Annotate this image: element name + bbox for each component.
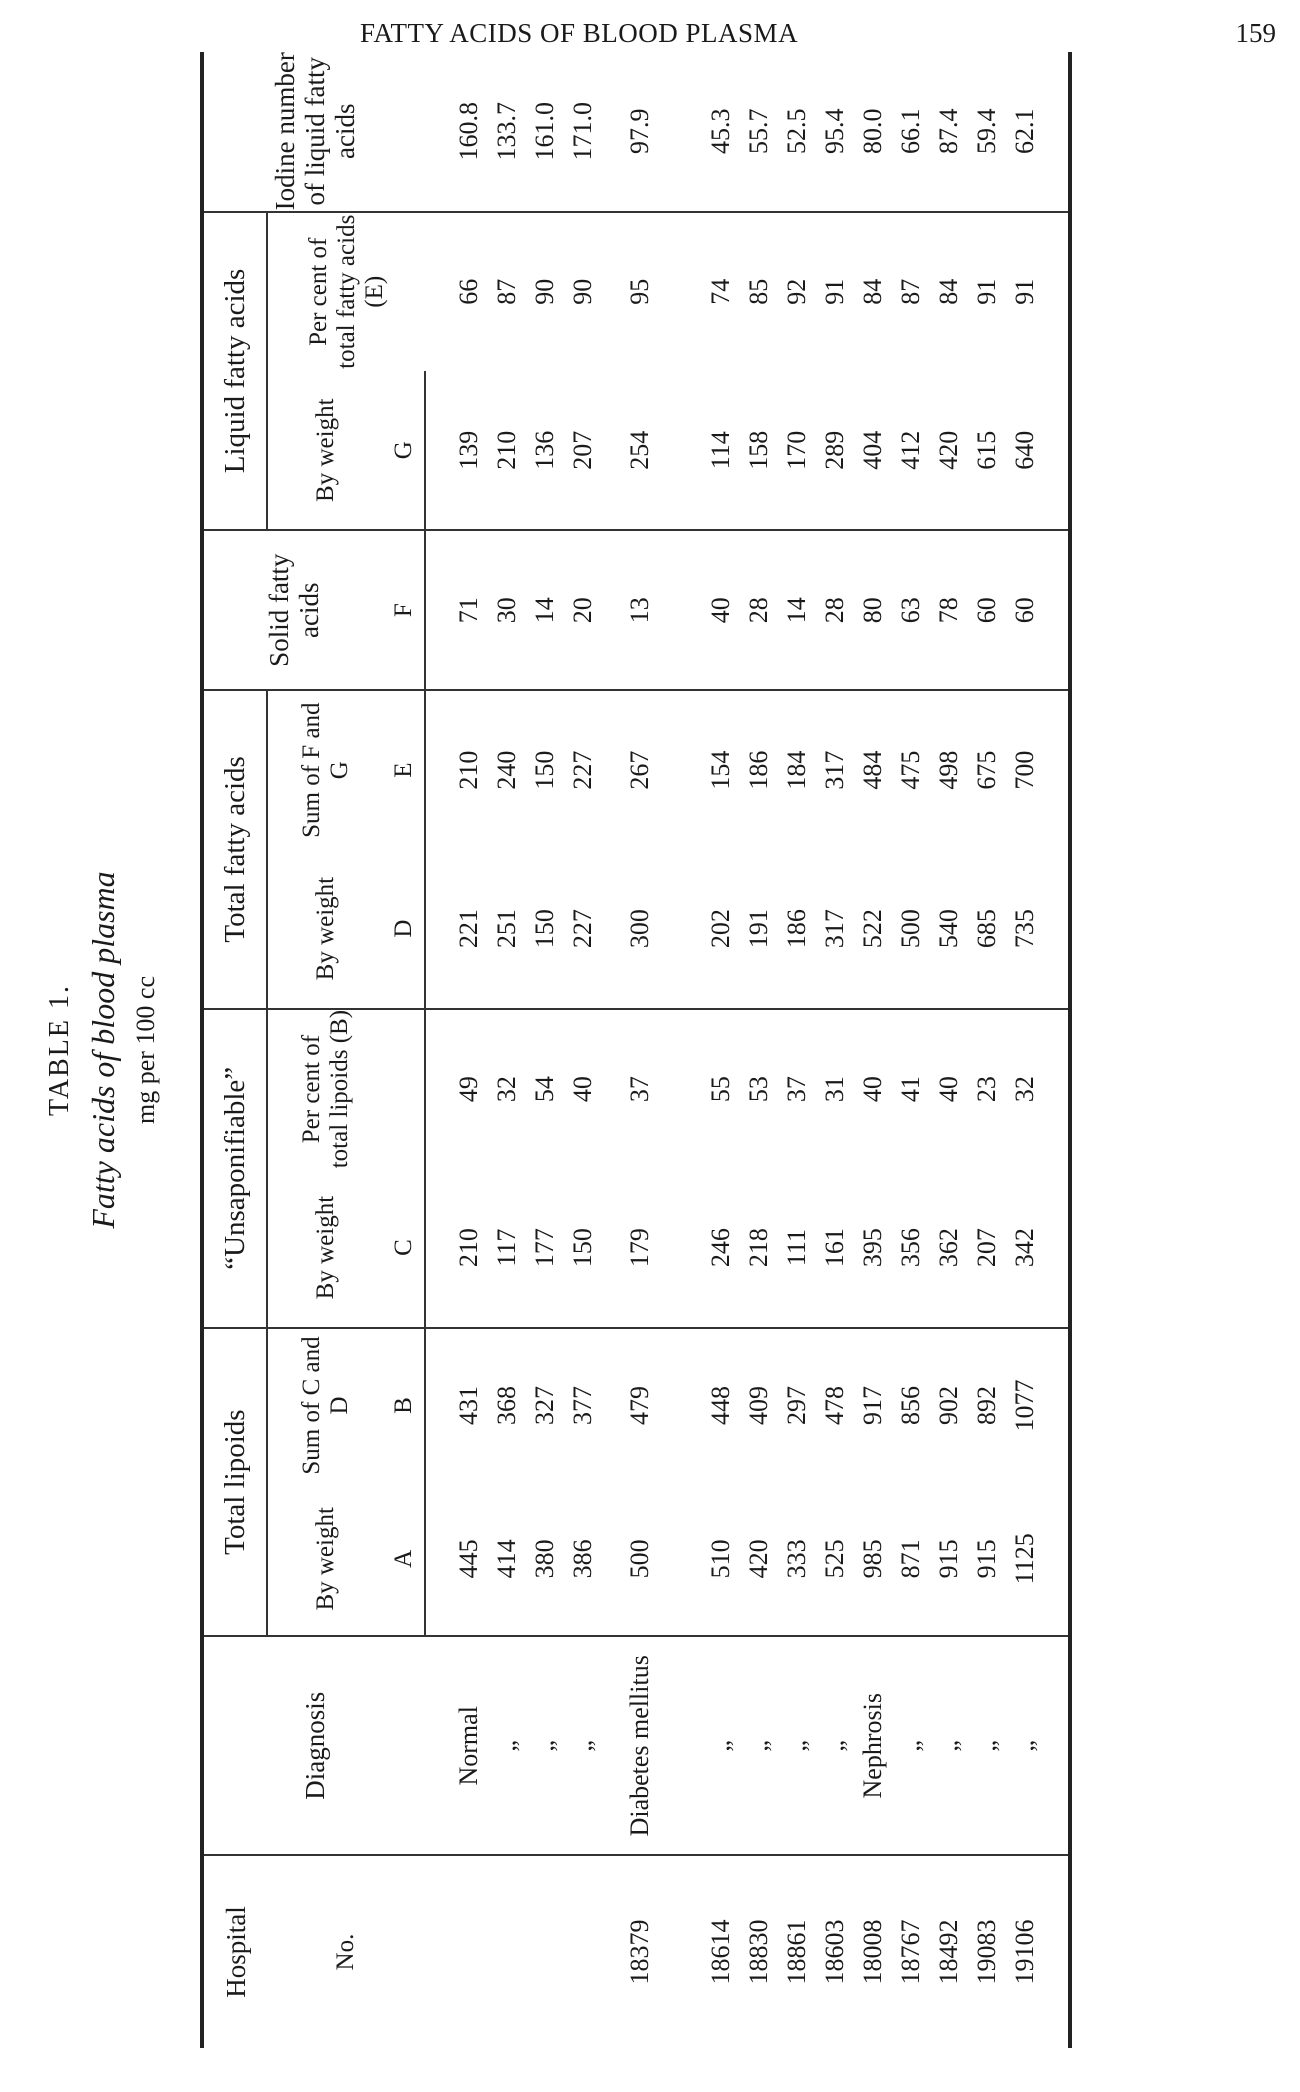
cell-d: 186 bbox=[778, 849, 816, 1008]
cell-g: 615 bbox=[968, 371, 1006, 530]
cell-f: 30 bbox=[488, 530, 526, 689]
cell-g-pct: 92 bbox=[782, 278, 811, 305]
cell-diagnosis: „ bbox=[816, 1636, 854, 1855]
cell-g: 136 bbox=[526, 371, 564, 530]
cell-a: 915 bbox=[930, 1482, 968, 1636]
cell-f: 20 bbox=[564, 530, 602, 689]
cell-a: 525 bbox=[816, 1482, 854, 1636]
cell-d: 685 bbox=[968, 849, 1006, 1008]
letter-f: F bbox=[384, 530, 425, 689]
cell-d: 522 bbox=[854, 849, 892, 1008]
cell-iodine: 66.1 bbox=[892, 52, 930, 212]
cell-c: 207 bbox=[968, 1168, 1006, 1327]
spacer-row bbox=[678, 52, 702, 2048]
spacer-row bbox=[425, 52, 450, 2048]
cell-f: 40 bbox=[702, 530, 740, 689]
cell-f: 13 bbox=[602, 530, 678, 689]
cell-e: 700 bbox=[1010, 750, 1039, 790]
table-row bbox=[816, 52, 854, 2048]
total-fatty-acids-header: Total fatty acids bbox=[202, 690, 267, 1009]
cell-g-pct: 95 bbox=[625, 278, 654, 305]
cell-diagnosis: „ bbox=[930, 1636, 968, 1855]
cell-c-pct: 53 bbox=[744, 1076, 773, 1103]
cell-no: 18603 bbox=[820, 1919, 849, 1985]
cell-b: 892 bbox=[972, 1385, 1001, 1425]
cell-e: 675 bbox=[972, 750, 1001, 790]
cell-c: 342 bbox=[1006, 1168, 1044, 1327]
unsaponifiable-header: “Unsaponifiable” bbox=[202, 1009, 267, 1328]
cell-diagnosis: Normal bbox=[450, 1636, 488, 1855]
table-title: Fatty acids of blood plasma bbox=[85, 871, 121, 1229]
cell-d: 540 bbox=[930, 849, 968, 1008]
cell-f: 28 bbox=[740, 530, 778, 689]
cell-c: 246 bbox=[702, 1168, 740, 1327]
cell-e: 240 bbox=[492, 750, 521, 790]
cell-g-pct: 90 bbox=[530, 278, 559, 305]
cell-iodine: 171.0 bbox=[564, 52, 602, 212]
cell-c-pct: 55 bbox=[706, 1076, 735, 1103]
cell-no bbox=[526, 1855, 564, 2048]
cell-g-pct: 90 bbox=[568, 278, 597, 305]
cell-a: 414 bbox=[488, 1482, 526, 1636]
letter-g: G bbox=[384, 371, 425, 530]
cell-c: 111 bbox=[778, 1168, 816, 1327]
cell-e: 498 bbox=[934, 750, 963, 790]
total-lipoids-header: Total lipoids bbox=[202, 1328, 267, 1637]
cell-f: 71 bbox=[450, 530, 488, 689]
cell-d: 227 bbox=[564, 849, 602, 1008]
cell-g-pct: 66 bbox=[454, 278, 483, 305]
cell-e: 475 bbox=[896, 750, 925, 790]
cell-e: 210 bbox=[454, 750, 483, 790]
solid-fatty-acids-header: Solid fatty acids bbox=[202, 530, 384, 689]
cell-iodine: 95.4 bbox=[816, 52, 854, 212]
cell-c: 150 bbox=[564, 1168, 602, 1327]
cell-no: 19083 bbox=[972, 1919, 1001, 1985]
table-row bbox=[602, 52, 678, 2048]
table-label: TABLE 1. bbox=[44, 984, 75, 1116]
cell-e: 154 bbox=[706, 750, 735, 790]
cell-no: 18614 bbox=[706, 1919, 735, 1985]
cell-e: 184 bbox=[782, 750, 811, 790]
cell-a: 445 bbox=[450, 1482, 488, 1636]
table-row bbox=[1006, 52, 1044, 2048]
cell-a: 985 bbox=[854, 1482, 892, 1636]
cell-b: 409 bbox=[744, 1385, 773, 1425]
cell-b: 448 bbox=[706, 1385, 735, 1425]
diagnosis-header: Diagnosis bbox=[202, 1636, 425, 1855]
cell-iodine: 59.4 bbox=[968, 52, 1006, 212]
cell-b: 917 bbox=[858, 1385, 887, 1425]
running-title: FATTY ACIDS OF BLOOD PLASMA bbox=[360, 18, 799, 48]
cell-b: 478 bbox=[820, 1385, 849, 1425]
cell-a: 333 bbox=[778, 1482, 816, 1636]
cell-diagnosis: Nephrosis bbox=[854, 1636, 892, 1855]
cell-f: 80 bbox=[854, 530, 892, 689]
table-caption bbox=[40, 50, 190, 2050]
sum-c-d-header: Sum of C and D bbox=[298, 1336, 353, 1475]
cell-f: 60 bbox=[968, 530, 1006, 689]
table-row bbox=[892, 52, 930, 2048]
letter-c: C bbox=[384, 1168, 425, 1327]
cell-g-pct: 74 bbox=[706, 278, 735, 305]
cell-a: 871 bbox=[892, 1482, 930, 1636]
cell-b: 479 bbox=[625, 1385, 654, 1425]
cell-d: 150 bbox=[526, 849, 564, 1008]
cell-no: 18767 bbox=[896, 1919, 925, 1985]
letter-c-pct-blank bbox=[384, 1009, 425, 1168]
table-row bbox=[968, 52, 1006, 2048]
table-row bbox=[854, 52, 892, 2048]
table-row bbox=[564, 52, 602, 2048]
cell-c-pct: 32 bbox=[492, 1076, 521, 1103]
cell-iodine: 62.1 bbox=[1006, 52, 1044, 212]
cell-e: 186 bbox=[744, 750, 773, 790]
table-units: mg per 100 cc bbox=[131, 976, 160, 1125]
cell-g: 640 bbox=[1006, 371, 1044, 530]
cell-e: 227 bbox=[568, 750, 597, 790]
cell-c-pct: 40 bbox=[568, 1076, 597, 1103]
cell-g: 158 bbox=[740, 371, 778, 530]
cell-diagnosis: „ bbox=[1006, 1636, 1044, 1855]
cell-e: 150 bbox=[530, 750, 559, 790]
cell-g: 420 bbox=[930, 371, 968, 530]
cell-c: 179 bbox=[602, 1168, 678, 1327]
cell-g-pct: 87 bbox=[896, 278, 925, 305]
rotated-table-region bbox=[40, 50, 1180, 2050]
cell-g-pct: 84 bbox=[858, 278, 887, 305]
hospital-header: Hospital bbox=[202, 1855, 267, 2048]
cell-c: 218 bbox=[740, 1168, 778, 1327]
cell-c: 210 bbox=[450, 1168, 488, 1327]
cell-e: 267 bbox=[625, 750, 654, 790]
cell-c-pct: 54 bbox=[530, 1076, 559, 1103]
cell-c: 362 bbox=[930, 1168, 968, 1327]
cell-no: 18008 bbox=[858, 1919, 887, 1985]
cell-g: 254 bbox=[602, 371, 678, 530]
cell-c: 395 bbox=[854, 1168, 892, 1327]
cell-c-pct: 23 bbox=[972, 1076, 1001, 1103]
cell-diagnosis: Diabetes mellitus bbox=[602, 1636, 678, 1855]
cell-no bbox=[564, 1855, 602, 2048]
cell-g: 404 bbox=[854, 371, 892, 530]
cell-f: 28 bbox=[816, 530, 854, 689]
table-row bbox=[930, 52, 968, 2048]
cell-a: 500 bbox=[602, 1482, 678, 1636]
page-number: 159 bbox=[1235, 18, 1276, 48]
cell-b: 297 bbox=[782, 1385, 811, 1425]
cell-no: 19106 bbox=[1010, 1919, 1039, 1985]
cell-g: 170 bbox=[778, 371, 816, 530]
cell-b: 368 bbox=[492, 1385, 521, 1425]
cell-no: 18830 bbox=[744, 1919, 773, 1985]
cell-diagnosis: „ bbox=[740, 1636, 778, 1855]
pct-total-lipoids-header: Per cent of total lipoids (B) bbox=[298, 1009, 353, 1169]
cell-b: 377 bbox=[568, 1385, 597, 1425]
cell-d: 191 bbox=[740, 849, 778, 1008]
tfa-by-weight-header: By weight bbox=[267, 849, 384, 1008]
table-row bbox=[740, 52, 778, 2048]
cell-b: 1077 bbox=[1010, 1379, 1039, 1432]
cell-b: 431 bbox=[454, 1385, 483, 1425]
cell-iodine: 45.3 bbox=[702, 52, 740, 212]
cell-iodine: 55.7 bbox=[740, 52, 778, 212]
cell-a: 915 bbox=[968, 1482, 1006, 1636]
cell-g-pct: 84 bbox=[934, 278, 963, 305]
pct-total-fatty-header: Per cent of total fatty acids (E) bbox=[304, 214, 388, 369]
cell-iodine: 160.8 bbox=[450, 52, 488, 212]
table-row bbox=[450, 52, 488, 2048]
cell-c-pct: 40 bbox=[934, 1076, 963, 1103]
cell-g-pct: 91 bbox=[972, 278, 1001, 305]
spacer-row bbox=[1044, 52, 1070, 2048]
table-row bbox=[702, 52, 740, 2048]
cell-b: 327 bbox=[530, 1385, 559, 1425]
cell-c-pct: 37 bbox=[782, 1076, 811, 1103]
cell-no: 18861 bbox=[782, 1919, 811, 1985]
cell-g: 289 bbox=[816, 371, 854, 530]
lfa-by-weight-header: By weight bbox=[267, 371, 384, 530]
cell-f: 14 bbox=[526, 530, 564, 689]
cell-a: 1125 bbox=[1006, 1482, 1044, 1636]
cell-c: 117 bbox=[488, 1168, 526, 1327]
cell-a: 386 bbox=[564, 1482, 602, 1636]
letter-d: D bbox=[384, 849, 425, 1008]
cell-iodine: 97.9 bbox=[602, 52, 678, 212]
cell-g-pct: 87 bbox=[492, 278, 521, 305]
cell-g: 207 bbox=[564, 371, 602, 530]
iodine-number-header: Iodine number of liquid fatty acids bbox=[202, 52, 425, 212]
cell-g: 412 bbox=[892, 371, 930, 530]
table-row bbox=[488, 52, 526, 2048]
cell-iodine: 161.0 bbox=[526, 52, 564, 212]
cell-g-pct: 85 bbox=[744, 278, 773, 305]
cell-iodine: 133.7 bbox=[488, 52, 526, 212]
unsap-by-weight-header: By weight bbox=[267, 1168, 384, 1327]
cell-no: 18379 bbox=[625, 1919, 654, 1985]
cell-g: 210 bbox=[488, 371, 526, 530]
fatty-acids-table bbox=[200, 52, 1072, 2048]
cell-d: 317 bbox=[816, 849, 854, 1008]
cell-iodine: 80.0 bbox=[854, 52, 892, 212]
cell-c-pct: 37 bbox=[625, 1076, 654, 1103]
cell-d: 202 bbox=[702, 849, 740, 1008]
cell-f: 60 bbox=[1006, 530, 1044, 689]
total-lipoids-by-weight-header: By weight bbox=[267, 1482, 384, 1636]
cell-c-pct: 49 bbox=[454, 1076, 483, 1103]
cell-f: 14 bbox=[778, 530, 816, 689]
cell-f: 63 bbox=[892, 530, 930, 689]
cell-iodine: 52.5 bbox=[778, 52, 816, 212]
cell-diagnosis: „ bbox=[778, 1636, 816, 1855]
cell-a: 380 bbox=[526, 1482, 564, 1636]
cell-g: 139 bbox=[450, 371, 488, 530]
cell-c-pct: 41 bbox=[896, 1076, 925, 1103]
cell-iodine: 87.4 bbox=[930, 52, 968, 212]
cell-c: 356 bbox=[892, 1168, 930, 1327]
cell-e: 317 bbox=[820, 750, 849, 790]
no-header: No. bbox=[332, 1933, 359, 1971]
cell-c: 161 bbox=[816, 1168, 854, 1327]
cell-c-pct: 40 bbox=[858, 1076, 887, 1103]
sum-f-g-header: Sum of F and G bbox=[298, 702, 353, 838]
table-row bbox=[526, 52, 564, 2048]
cell-d: 500 bbox=[892, 849, 930, 1008]
cell-b: 902 bbox=[934, 1385, 963, 1425]
cell-no: 18492 bbox=[934, 1919, 963, 1985]
cell-b: 856 bbox=[896, 1385, 925, 1425]
cell-diagnosis: „ bbox=[526, 1636, 564, 1855]
cell-no bbox=[488, 1855, 526, 2048]
cell-diagnosis: „ bbox=[892, 1636, 930, 1855]
cell-g: 114 bbox=[702, 371, 740, 530]
cell-c-pct: 31 bbox=[820, 1076, 849, 1103]
cell-no bbox=[450, 1855, 488, 2048]
cell-diagnosis: „ bbox=[564, 1636, 602, 1855]
cell-d: 300 bbox=[602, 849, 678, 1008]
cell-c-pct: 32 bbox=[1010, 1076, 1039, 1103]
cell-d: 251 bbox=[488, 849, 526, 1008]
letter-e: E bbox=[384, 690, 425, 849]
cell-g-pct: 91 bbox=[820, 278, 849, 305]
cell-g-pct: 91 bbox=[1010, 278, 1039, 305]
letter-b: B bbox=[384, 1328, 425, 1482]
cell-a: 510 bbox=[702, 1482, 740, 1636]
cell-diagnosis: „ bbox=[702, 1636, 740, 1855]
cell-d: 735 bbox=[1006, 849, 1044, 1008]
letter-a: A bbox=[384, 1482, 425, 1636]
cell-a: 420 bbox=[740, 1482, 778, 1636]
cell-d: 221 bbox=[450, 849, 488, 1008]
liquid-fatty-acids-header: Liquid fatty acids bbox=[202, 212, 267, 531]
table-row bbox=[778, 52, 816, 2048]
cell-diagnosis: „ bbox=[488, 1636, 526, 1855]
cell-f: 78 bbox=[930, 530, 968, 689]
cell-c: 177 bbox=[526, 1168, 564, 1327]
cell-diagnosis: „ bbox=[968, 1636, 1006, 1855]
cell-e: 484 bbox=[858, 750, 887, 790]
